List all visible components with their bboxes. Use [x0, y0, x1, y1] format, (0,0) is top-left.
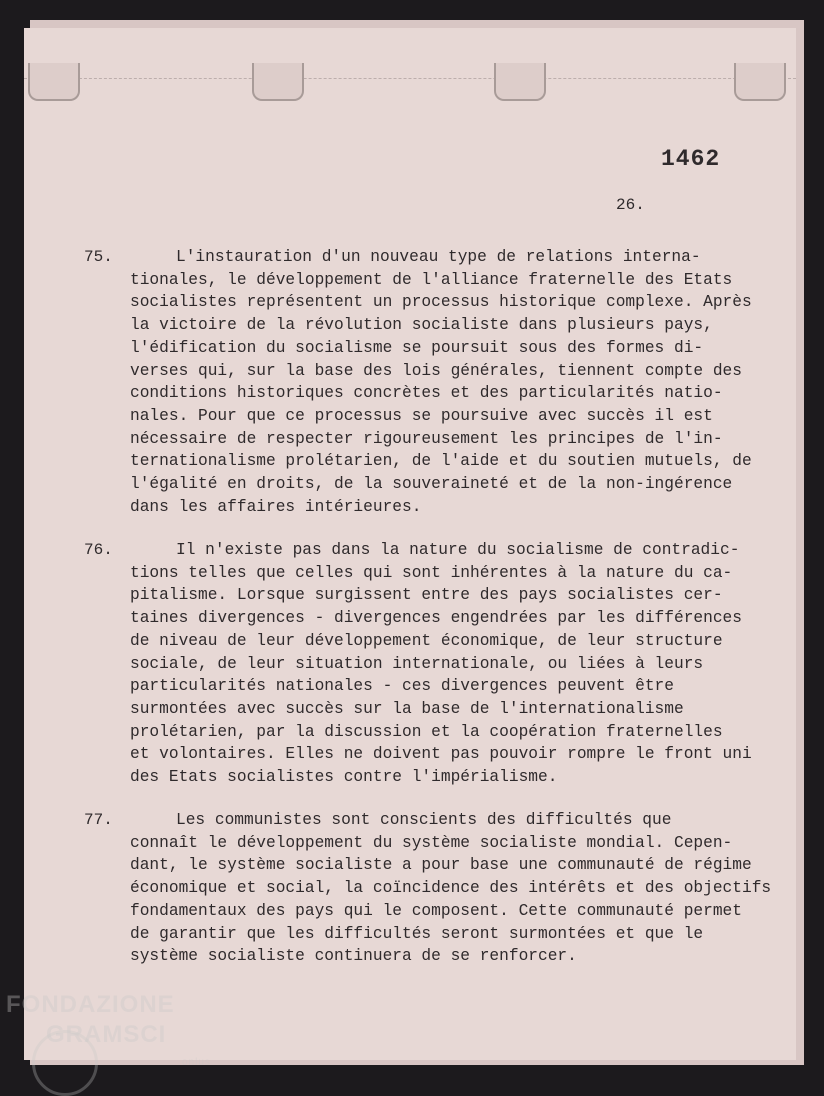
text-line: particularités nationales - ces divergences peuvent être — [130, 677, 674, 696]
text-line: la victoire de la révolution socialiste dans plusieurs pays, — [130, 316, 713, 335]
text-line: verses qui, sur la base des lois générales, tiennent compte des — [130, 361, 742, 380]
text-line: l'égalité en droits, de la souveraineté et de la non-ingérence — [130, 475, 733, 494]
text-line: ternationalisme prolétarien, de l'aide et du soutien mutuels, de — [130, 452, 752, 471]
text-line: système socialiste continuera de se renforcer. — [130, 947, 577, 966]
text-line: Il n'existe pas dans la nature du socialisme de contradic- — [176, 541, 740, 559]
watermark-line2: GRAMSCI — [46, 1021, 167, 1048]
text-line: économique et social, la coïncidence des intérêts et des objectifs — [130, 879, 772, 898]
paragraph-number: 77. — [84, 811, 113, 829]
text-line: sociale, de leur situation internationale, ou liées à leurs — [130, 654, 704, 673]
text-line: conditions historiques concrètes et des particularités natio- — [130, 384, 723, 403]
watermark-tag: onlus — [182, 1057, 211, 1068]
paragraph-number: 76. — [84, 541, 113, 559]
text-line: dant, le système socialiste a pour base une communauté de régime — [130, 856, 752, 875]
text-line: tions telles que celles qui sont inhérentes à la nature du ca- — [130, 563, 733, 582]
text-line: et volontaires. Elles ne doivent pas pouvoir rompre le front uni — [130, 745, 752, 764]
text-line: connaît le développement du système socialiste mondial. Cepen- — [130, 833, 733, 852]
paragraph-75 — [130, 246, 750, 518]
folio-number: 26. — [616, 196, 645, 214]
binder-clip — [494, 63, 546, 101]
text-line: l'édification du socialisme se poursuit sous des formes di- — [130, 338, 704, 357]
page-number: 1462 — [661, 146, 721, 172]
text-line: dans les affaires intérieures. — [130, 497, 422, 516]
text-line: nales. Pour que ce processus se poursuive avec succès il est — [130, 406, 713, 425]
text-line: pitalisme. Lorsque surgissent entre des pays socialistes cer- — [130, 586, 723, 605]
text-line: fondamentaux des pays qui le composent. Cette communauté permet — [130, 901, 742, 920]
paragraph-number: 75. — [84, 248, 113, 266]
watermark — [6, 990, 211, 1068]
binder-clip — [734, 63, 786, 101]
text-line: tionales, le développement de l'alliance fraternelle des Etats — [130, 270, 733, 289]
paragraph-77 — [130, 809, 772, 968]
text-line: socialistes représentent un processus historique complexe. Après — [130, 293, 752, 312]
binder-clip — [252, 63, 304, 101]
paragraph-76 — [130, 539, 750, 789]
text-line: de niveau de leur développement économique, de leur structure — [130, 631, 723, 650]
binding-strip — [24, 78, 796, 119]
document-page — [24, 28, 796, 1060]
text-line: des Etats socialistes contre l'impérialisme. — [130, 768, 558, 787]
binder-clip — [28, 63, 80, 101]
watermark-line1: FONDAZIONE — [6, 991, 175, 1018]
text-line: prolétarien, par la discussion et la coopération fraternelles — [130, 722, 723, 741]
text-line: nécessaire de respecter rigoureusement les principes de l'in- — [130, 429, 723, 448]
text-line: L'instauration d'un nouveau type de relations interna- — [176, 248, 701, 266]
text-line: Les communistes sont conscients des difficultés que — [176, 811, 672, 829]
text-line: taines divergences - divergences engendrées par les différences — [130, 609, 742, 628]
text-line: de garantir que les difficultés seront surmontées et que le — [130, 924, 704, 943]
text-line: surmontées avec succès sur la base de l'internationalisme — [130, 699, 684, 718]
